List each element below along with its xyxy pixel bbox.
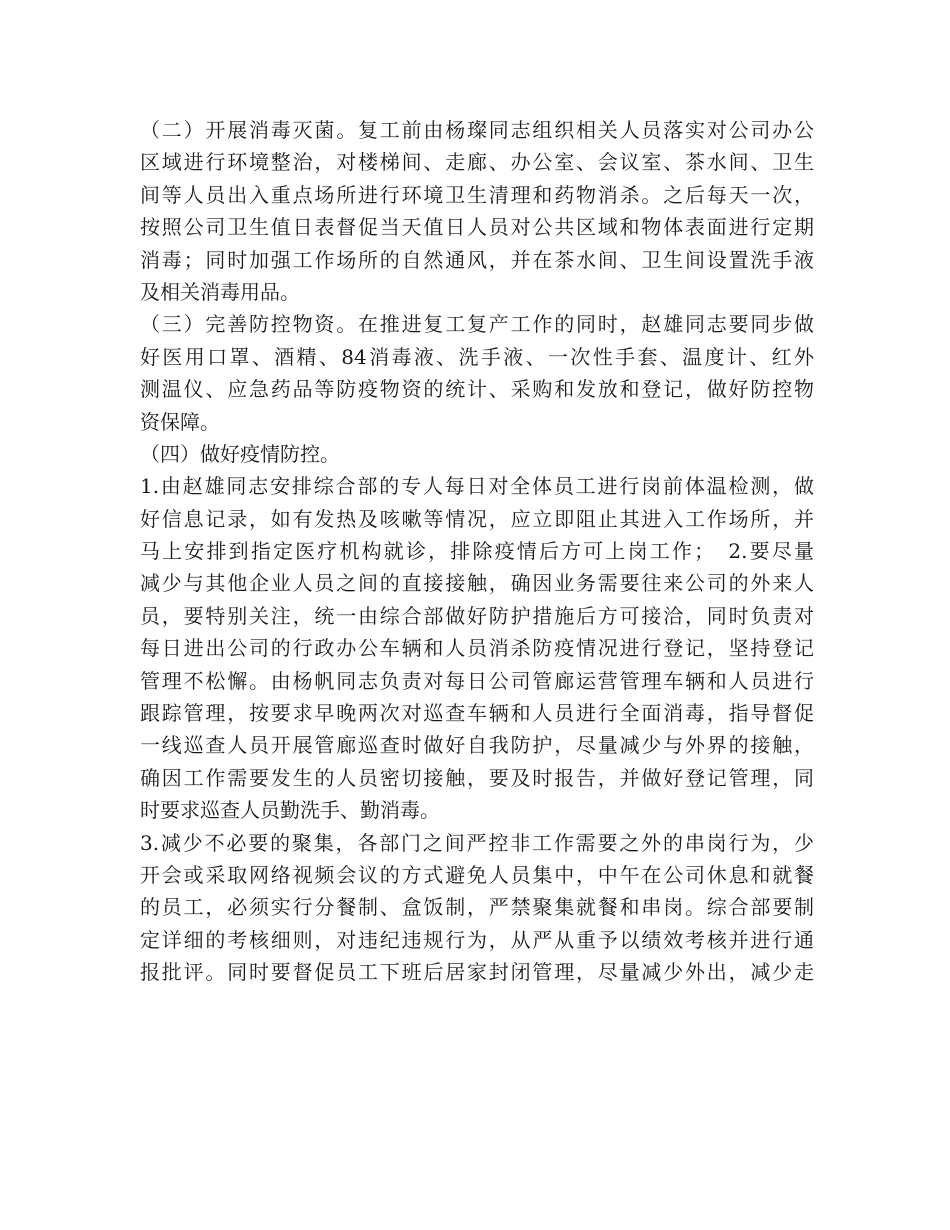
text-line: 的员工，必须实行分餐制、盒饭制，严禁聚集就餐和串岗。综合部要制	[140, 895, 814, 920]
text-line: 员，要特别关注，统一由综合部做好防护措施后方可接洽，同时负责对	[140, 603, 814, 628]
document-body	[140, 114, 814, 989]
text-line: 报批评。同时要督促员工下班后居家封闭管理，尽量减少外出，减少走	[140, 960, 814, 985]
text-line: 资保障。	[140, 409, 220, 434]
text-line: 定详细的考核细则，对违纪违规行为，从严从重予以绩效考核并进行通	[140, 927, 814, 952]
text-line: 时要求巡查人员勤洗手、勤消毒。	[140, 798, 440, 823]
text-line: 按照公司卫生值日表督促当天值日人员对公共区域和物体表面进行定期	[140, 215, 814, 240]
text-line: 一线巡查人员开展管廊巡查时做好自我防护，尽量减少与外界的接触，	[140, 733, 814, 758]
section-heading-prevention	[140, 438, 814, 470]
text-line: 及相关消毒用品。	[140, 279, 300, 304]
text-line: （四）做好疫情防控。	[140, 441, 340, 466]
text-line: 3.减少不必要的聚集，各部门之间严控非工作需要之外的串岗行为，少	[140, 830, 814, 855]
text-line: 1.由赵雄同志安排综合部的专人每日对全体员工进行岗前体温检测，做	[140, 474, 814, 499]
text-line: 测温仪、应急药品等防疫物资的统计、采购和发放和登记，做好防控物	[140, 377, 814, 402]
text-line: 管理不松懈。由杨帆同志负责对每日公司管廊运营管理车辆和人员进行	[140, 668, 814, 693]
text-line: 开会或采取网络视频会议的方式避免人员集中，中午在公司休息和就餐	[140, 862, 814, 887]
text-line: （三）完善防控物资。在推进复工复产工作的同时，赵雄同志要同步做	[140, 312, 814, 337]
text-line: 跟踪管理，按要求早晚两次对巡查车辆和人员进行全面消毒，指导督促	[140, 701, 814, 726]
text-line: 区域进行环境整治，对楼梯间、走廊、办公室、会议室、茶水间、卫生	[140, 150, 814, 175]
paragraph-disinfection	[140, 114, 814, 308]
text-line: （二）开展消毒灭菌。复工前由杨璨同志组织相关人员落实对公司办公	[140, 118, 814, 142]
text-line: 马上安排到指定医疗机构就诊，排除疫情后方可上岗工作； 2.要尽量	[140, 539, 814, 564]
paragraph-item-3	[140, 827, 814, 989]
text-line: 消毒；同时加强工作场所的自然通风，并在茶水间、卫生间设置洗手液	[140, 247, 814, 272]
text-line: 好医用口罩、酒精、84消毒液、洗手液、一次性手套、温度计、红外	[140, 344, 814, 369]
text-line: 每日进出公司的行政办公车辆和人员消杀防疫情况进行登记，坚持登记	[140, 636, 814, 661]
paragraph-supplies	[140, 308, 814, 438]
text-line: 确因工作需要发生的人员密切接触，要及时报告，并做好登记管理，同	[140, 765, 814, 790]
text-line: 减少与其他企业人员之间的直接接触，确因业务需要往来公司的外来人	[140, 571, 814, 596]
text-line: 好信息记录，如有发热及咳嗽等情况，应立即阻止其进入工作场所，并	[140, 506, 814, 531]
text-line: 间等人员出入重点场所进行环境卫生清理和药物消杀。之后每天一次，	[140, 182, 814, 207]
paragraph-item-1-2	[140, 470, 814, 826]
